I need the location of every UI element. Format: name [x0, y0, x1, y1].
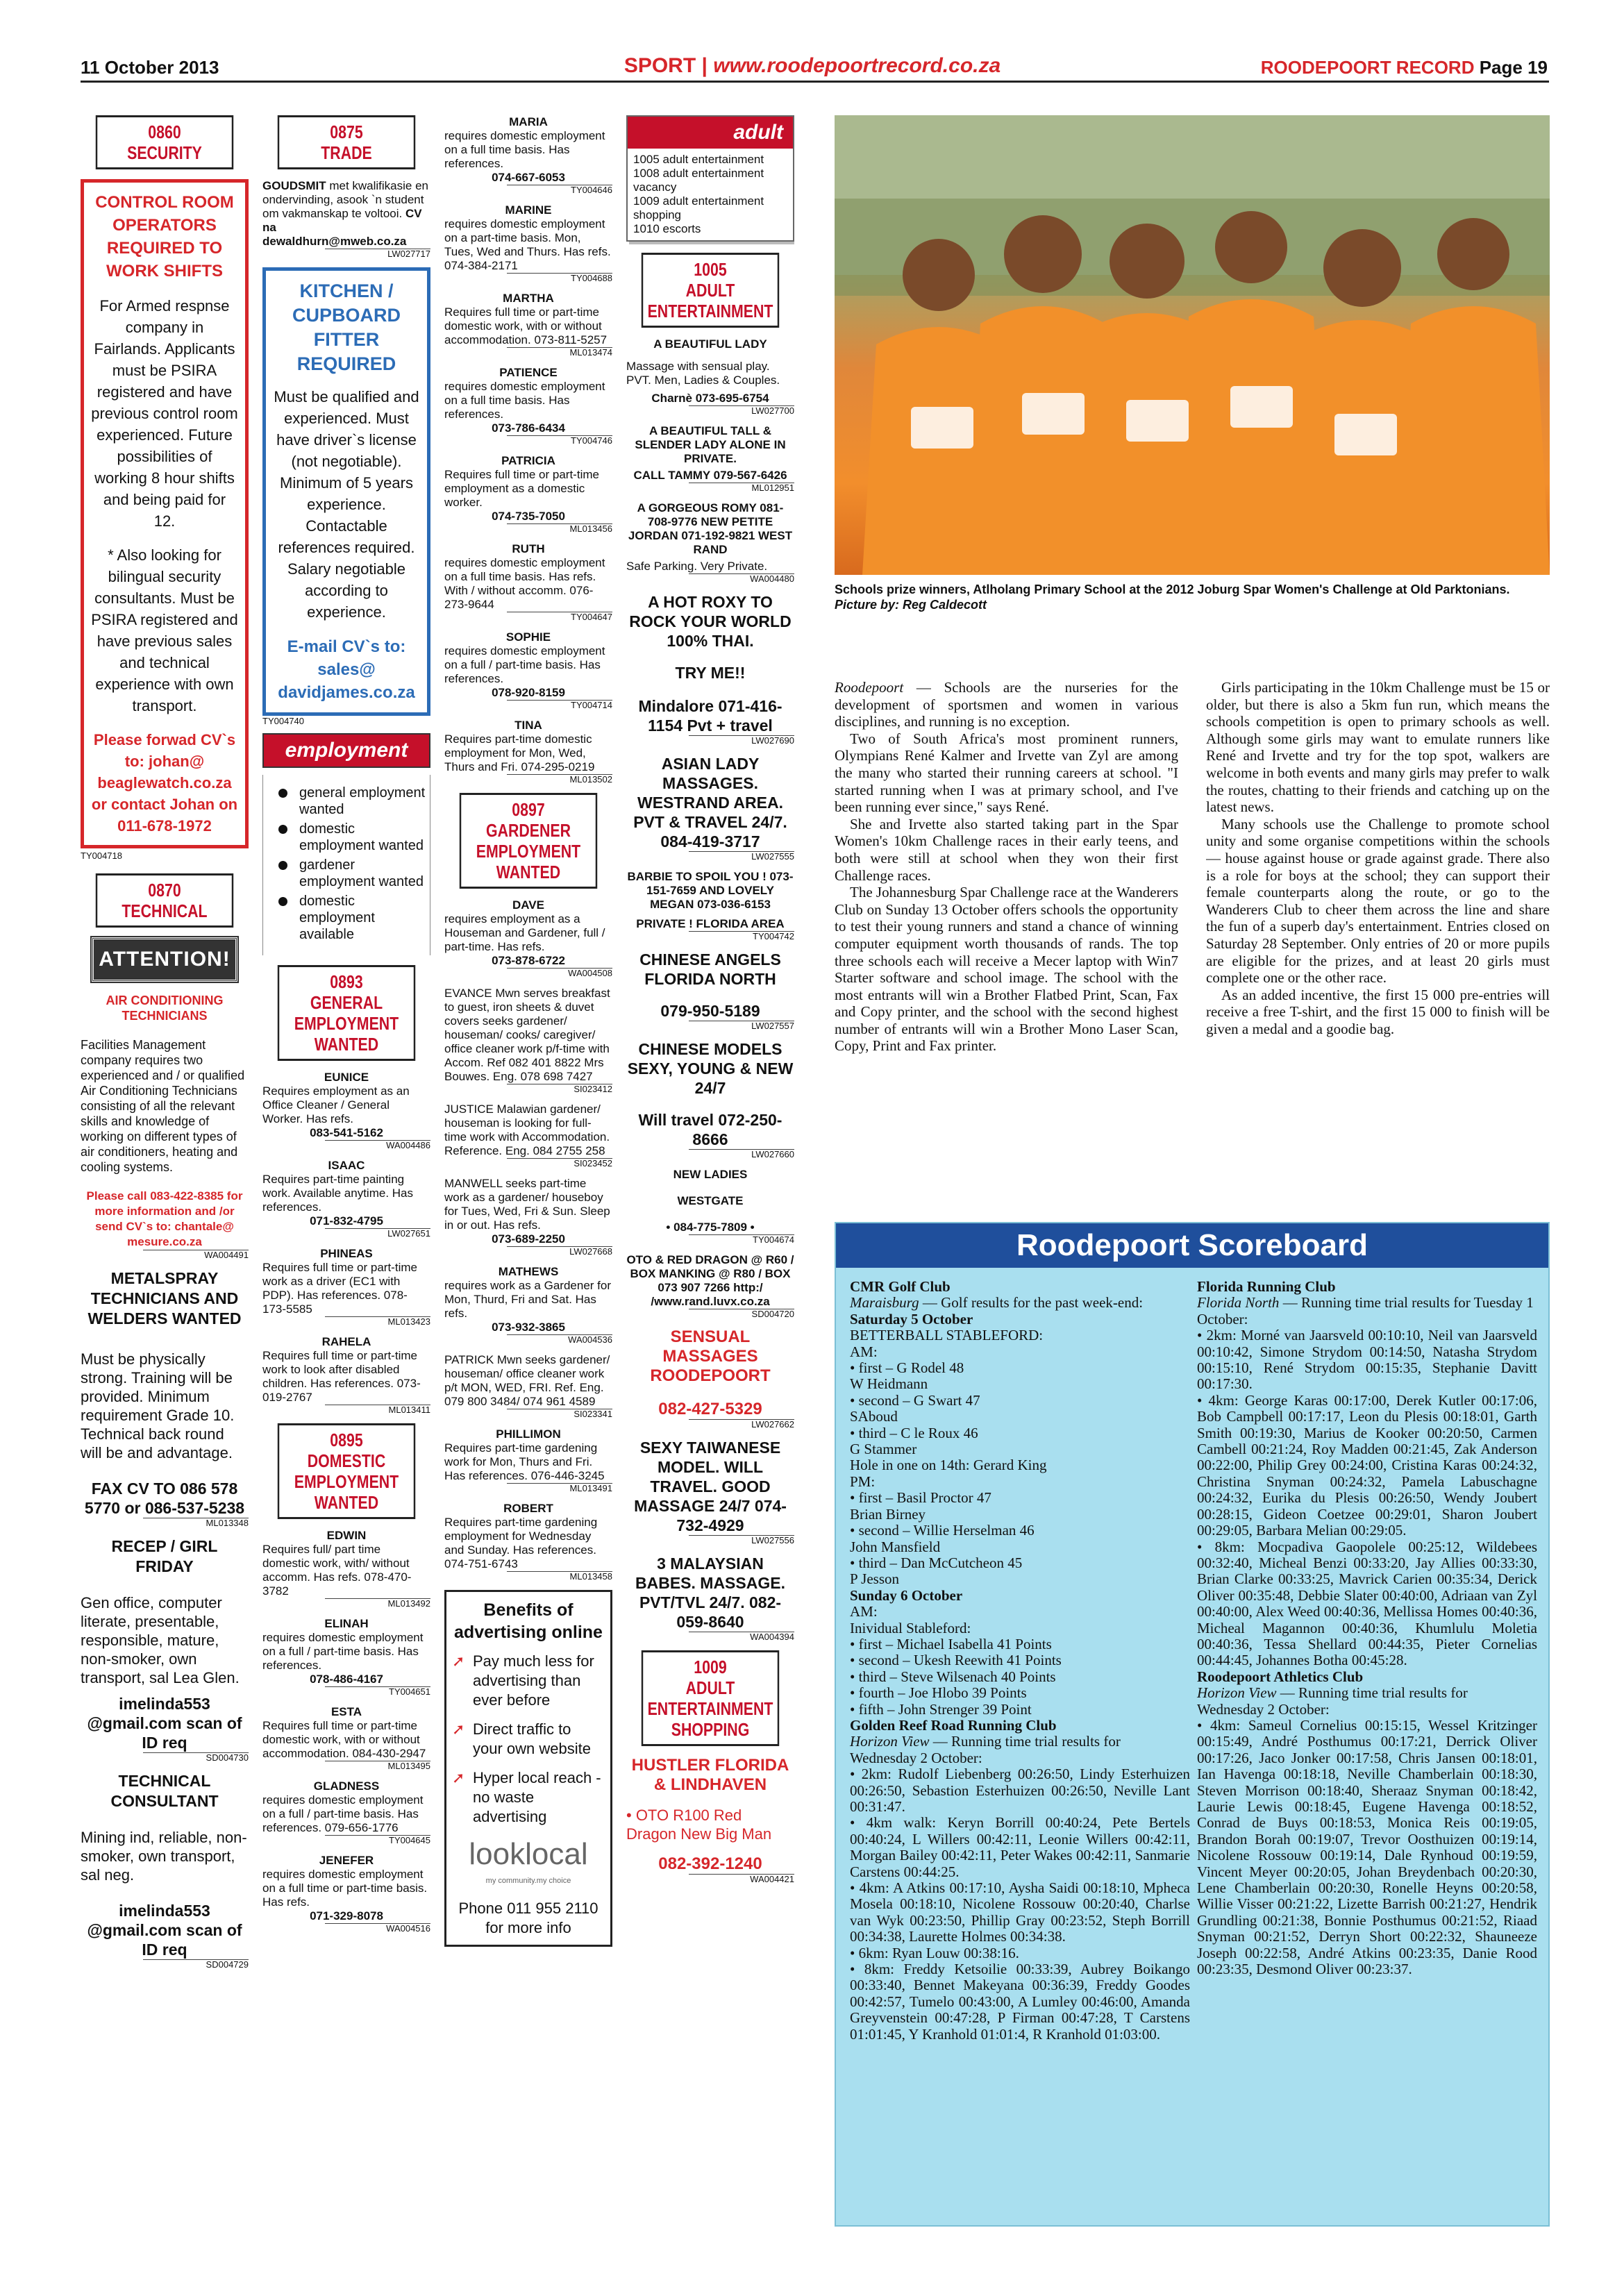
- adult-banner: adult: [628, 117, 793, 149]
- adult-ad-2: CALL TAMMY 079-567-6426 ML012951: [633, 469, 794, 493]
- goudsmit-email[interactable]: dewaldhurn@mweb.co.za: [262, 235, 407, 248]
- ad-ref: LW027557: [689, 1021, 794, 1031]
- ad-body: MANWELL seeks part-time work as a gardener/ houseboy for Tues, Wed, Fri & Sun. Sleep in or out. Has refs.: [444, 1177, 610, 1232]
- ad-body: Requires full time or part-time employment as a domestic worker.: [444, 468, 599, 509]
- metalspray-contact: FAX CV TO 086 578 5770 or 086-537-5238: [84, 1480, 245, 1517]
- list-item: 1008 adult entertainment vacancy: [633, 167, 764, 194]
- header-rule: [81, 81, 1549, 83]
- ad-phone: • 084-775-7809 •: [666, 1221, 755, 1234]
- category-box-gardener: 0897 GARDENER EMPLOYMENT WANTED: [460, 793, 597, 889]
- article-paragraph: She and Irvette also started taking part in the Spar Women's 10km Challenge races in their early teens, and both were still at school when they won their first Challenge races.: [835, 815, 1178, 884]
- ad-body: Requires employment as an Office Cleaner / General Worker. Has refs.: [262, 1084, 410, 1125]
- article-column-2: [1206, 679, 1550, 1207]
- benefit-item: ➚ Hyper local reach - no waste advertising: [452, 1769, 601, 1825]
- ad-title: HUSTLER FLORIDA & LINDHAVEN: [631, 1756, 789, 1794]
- result-line: • third – C le Roux 46: [850, 1424, 978, 1441]
- ad-ref: SD004720: [689, 1309, 794, 1319]
- ad-ref: WA004394: [689, 1632, 794, 1642]
- ad-ref: ML013456: [507, 523, 612, 534]
- classified-ad: [262, 1071, 430, 1150]
- ad-name: PATRICIA: [501, 454, 555, 467]
- photo-caption: Schools prize winners, Atlholang Primary School at the 2012 Joburg Spar Women's Challenge at Old Parktonians. Picture by: Reg Caldecott: [835, 583, 1510, 612]
- ad-name: EUNICE: [324, 1071, 369, 1084]
- ad-location: WESTGATE: [677, 1194, 744, 1207]
- category-box-technical: 0870 TECHNICAL: [96, 873, 233, 928]
- logo-tagline: my community.my choice: [485, 1877, 571, 1885]
- ad-tagline: TRY ME!!: [675, 664, 746, 682]
- classified-ad: [262, 1335, 430, 1415]
- ad-phone: 073-786-6434: [492, 421, 565, 435]
- ad-ref: LW027668: [507, 1246, 612, 1257]
- arrow-icon: ➚: [452, 1652, 465, 1670]
- classified-ad: [444, 1265, 612, 1345]
- scoreboard-column-left: [850, 1279, 1190, 2043]
- classified-ad: [444, 987, 612, 1094]
- result-line: • 8km: Mocpadiva Gaopolele 00:25:12, Wildebees 00:32:40, Micheal Benzi 00:33:20, Jay Allies 00:33:30, Brian Clarke 00:33:25, Mavrick Carien 00:35:34, Derick Oliver 00:35:48, Debbie Slater 00:40:00, Adriaan van Zyl 00:40:00, Alex Weed 00:40:36, Mellissa Homes 00:40:36, Micheal Magannon 00:40:36, Khumlulu Moletia 00:40:36, Tessa Shellard 00:44:35, Pieter Cornelias 00:44:45, Johannes Botha 00:45:28.: [1197, 1538, 1537, 1669]
- result-line: PM:: [850, 1473, 876, 1490]
- result-line: P Jesson: [850, 1570, 899, 1588]
- results-intro: Horizon View — Running time trial results for Wednesday 2 October:: [850, 1733, 1121, 1766]
- article-column-1: [835, 679, 1178, 1207]
- article-paragraph: Girls participating in the 10km Challenge must be 15 or older, but there is also a 5km fun run, which means the schools competition is open to primary schools as well. Although some girls may want to emulate runners like René and Irvette and try for the top spot, walkers are welcome in both events and many girls may prefer to walk the routes, chatting to their friends and catching up on the latest news.: [1206, 679, 1550, 816]
- result-line: • fifth – John Strenger 39 Point: [850, 1700, 1032, 1718]
- classified-ad: [444, 454, 612, 534]
- ad-body: requires domestic employment on a part-time basis. Mon, Tues, Wed and Thurs. Has refs. 074-384-2171: [444, 217, 611, 272]
- scoreboard-title: Roodepoort Scoreboard: [836, 1223, 1548, 1268]
- adult-ad-3: Safe Parking. Very Private. WA004480: [626, 560, 794, 584]
- ad-body: requires domestic employment on a full time or part-time basis. Has refs.: [262, 1868, 428, 1909]
- ad-body: Requires full time or part-time domestic work, with or without accommodation. 084-430-2947: [262, 1719, 426, 1760]
- club-heading: Roodepoort Athletics Club: [1197, 1668, 1364, 1685]
- ad-title: NEW LADIES: [673, 1168, 748, 1181]
- ad-ref: LW027660: [689, 1149, 794, 1159]
- classified-ad: [262, 1705, 430, 1771]
- result-line: • 8km: Freddy Ketsoilie 00:33:39, Aubrey Boikango 00:33:40, Bennet Makeyana 00:36:39, Freddy Goodes 00:42:57, Tumelo 00:43:00, A Lumley 00:46:00, Amanda Greyvenstein 00:47:28, P Firman 00:47:28, T Carstens 01:01:45, Y Kranhold 01:01:4, R Kranhold 01:03:00.: [850, 1961, 1190, 2043]
- classified-ad: [444, 1502, 612, 1582]
- ad-ref: TY004674: [689, 1234, 794, 1245]
- ad-phone: 082-392-1240: [658, 1854, 762, 1873]
- scoreboard-column-right: [1197, 1279, 1537, 1977]
- consultant-contact: imelinda553 @gmail.com scan of ID req: [87, 1902, 242, 1959]
- ad-ref: ML013423: [325, 1316, 430, 1327]
- ad-title: Benefits of advertising online: [454, 1600, 603, 1642]
- ad-ref: ML013474: [507, 347, 612, 358]
- ad-name: EDWIN: [326, 1529, 367, 1542]
- ad-body: requires domestic employment on a full time basis. Has refs. With / without accomm. 076-273-9644: [444, 556, 605, 611]
- ad-name: PHINEAS: [320, 1247, 373, 1260]
- ad-name: JENEFER: [319, 1854, 374, 1867]
- result-line: • 4km: A Atkins 00:17:10, Aysha Saidi 00:18:10, Mpheca Mosela 00:18:10, Nicolene Rossouw 00:20:40, Charlse van Wyk 00:23:50, Phillip Gray 00:23:52, Steph Borrill 00:34:38, Laurette Holmes 00:34:38.: [850, 1879, 1190, 1945]
- ad-ref: TY004647: [507, 612, 612, 622]
- section-header: [569, 54, 1055, 78]
- ad-phone: Will travel 072-250-8666: [638, 1111, 782, 1148]
- ad-name: MATHEWS: [498, 1265, 559, 1278]
- looklocal-logo: looklocal: [469, 1837, 588, 1871]
- ad-ref: SI023452: [507, 1158, 612, 1168]
- ad-ref: ML013502: [507, 774, 612, 785]
- arrow-icon: ➚: [452, 1769, 465, 1786]
- classified-ad: [444, 630, 612, 710]
- ad-title: CHINESE ANGELS FLORIDA NORTH: [639, 950, 781, 988]
- ad-ref: TY004714: [507, 700, 612, 710]
- classified-ad: [444, 898, 612, 978]
- result-line: • first – Michael Isabella 41 Points: [850, 1635, 1052, 1652]
- ad-area: PRIVATE ! FLORIDA AREA: [636, 917, 785, 930]
- ac-title: AIR CONDITIONING TECHNICIANS: [106, 994, 224, 1023]
- classified-ad: [262, 1617, 430, 1697]
- ad-body: requires domestic employment on a full / part-time basis. Has references. 079-656-1776: [262, 1793, 424, 1834]
- ad-phone: 082-427-5329: [658, 1400, 762, 1418]
- classified-ad: [262, 1854, 430, 1934]
- results-intro: Florida North — Running time trial results for Tuesday 1 October:: [1197, 1294, 1534, 1327]
- ad-body: EVANCE Mwn serves breakfast to guest, iron sheets & duvet covers seeks gardener/ houseman/ cooks/ caregiver/ office cleaner work p/f-time with Accom. Ref 082 401 8822 Mrs Bouwes. Eng. 078 698 7427: [444, 987, 610, 1083]
- ad-body: requires domestic employment on a full / part-time basis. Has references.: [444, 644, 605, 685]
- consultant-title: TECHNICAL CONSULTANT: [110, 1772, 219, 1810]
- classified-ad: [444, 1103, 612, 1168]
- ad-name: TINA: [514, 719, 542, 732]
- ad-name: SOPHIE: [505, 630, 551, 644]
- looklocal-ad: [444, 1590, 612, 1947]
- attention-badge: ATTENTION!: [92, 937, 237, 982]
- ad-ref: TY004718: [81, 850, 122, 861]
- results-intro: Horizon View — Running time trial results for Wednesday 2 October:: [1197, 1684, 1468, 1718]
- ad-body: • OTO R100 Red Dragon New Big Man: [626, 1807, 772, 1843]
- ad-name: ESTA: [330, 1705, 362, 1718]
- result-line: • first – G Rodel 48: [850, 1359, 964, 1377]
- ad-title: A BEAUTIFUL TALL & SLENDER LADY ALONE IN PRIVATE.: [635, 424, 786, 465]
- ad-phone: Phone 011 955 2110 for more info: [458, 1900, 598, 1936]
- ad-body: Must be qualified and experienced. Must have driver`s license (not negotiable). Minimum of 5 years experience. Contactable references required. Salary negotiable according to experience.: [274, 388, 419, 621]
- classified-ad: [444, 719, 612, 785]
- category-box-domestic: 0895 DOMESTIC EMPLOYMENT WANTED: [278, 1423, 415, 1519]
- kitchen-fitter-ad: [262, 267, 430, 716]
- goudsmit-ad: GOUDSMIT met kwalifikasie en ondervinding, asook `n student om vakmanskap te voltooi. CV na dewaldhurn@mweb.co.za LW027717: [262, 179, 430, 259]
- ad-title: ASIAN LADY MASSAGES. WESTRAND AREA. PVT & TRAVEL 24/7. 084-419-3717: [633, 755, 787, 850]
- result-line: Brian Birney: [850, 1505, 926, 1523]
- result-line: W Heidmann: [850, 1375, 928, 1393]
- ad-body: Requires part-time gardening employment for Wednesday and Sunday. Has references. 074-751-6743: [444, 1516, 598, 1570]
- classified-ad: [444, 203, 612, 283]
- ad-name: DAVE: [512, 898, 544, 912]
- ad-ref: WA004508: [507, 968, 612, 978]
- ad-phone: 071-832-4795: [310, 1214, 383, 1227]
- result-line: • first – Basil Proctor 47: [850, 1489, 991, 1507]
- result-line: • third – Steve Wilsenach 40 Points: [850, 1668, 1056, 1685]
- ad-phone: 079-950-5189: [660, 1002, 760, 1020]
- ac-body: Facilities Management company requires two experienced and / or qualified Air Conditioning Technicians consisting of all the relevant skills and knowledge of working on different types of air conditioners, heating and cooling systems.: [81, 1038, 245, 1174]
- control-room-ad: [81, 179, 249, 848]
- ad-ref: WA004491: [143, 1250, 249, 1260]
- ad-body: Requires full time or part-time work as a driver (EC1 with PDP). Has references. 078-173-5585: [262, 1261, 417, 1316]
- ad-body-2: * Also looking for bilingual security consultants. Must be PSIRA registered and have previous sales and technical experience with own transport.: [91, 546, 238, 714]
- ad-name: MARIA: [509, 115, 548, 128]
- ad-body: Requires full/ part time domestic work, with/ without accomm. Has refs. 078-470-3782: [262, 1543, 412, 1598]
- ad-ref: ML013492: [325, 1598, 430, 1609]
- ad-ref: TY004651: [325, 1686, 430, 1697]
- ad-title: CONTROL ROOM OPERATORS REQUIRED TO WORK SHIFTS: [95, 193, 234, 280]
- employment-list: [262, 775, 430, 955]
- ad-phone: 074-667-6053: [492, 171, 565, 184]
- adult-index-box: [626, 115, 794, 242]
- list-item: general employment wanted: [276, 785, 426, 818]
- page-label: [1261, 57, 1548, 78]
- site-url[interactable]: www.roodepoortrecord.co.za: [713, 54, 1001, 77]
- result-line: • 4km: Sameul Cornelius 00:15:15, Wessel Kritzinger 00:15:49, André Posthumus 00:17:21, Derrick Oliver 00:17:26, Jaco Jonker 00:17:58, Chris Jansen 00:18:01, Ian Havenga 00:18:18, Neville Chamberlain 00:18:30, Steven Morrison 00:18:40, Sheraaz Snyman 00:18:42, Laurie Lewis 00:18:45, Eugene Havenga 00:18:52, Conrad de Buys 00:18:53, Monica Reis 00:19:05, Brandon Borah 00:19:07, Trevor Oosthuizen 00:19:14, Nicolene Rossouw 00:19:14, Dale Rynhoud 00:19:59, Vincent Meyer 00:20:05, Johan Breydenbach 00:20:30, Lene Chamberlain 00:20:30, Ronelle Heyns 00:20:58, Willie Visser 00:21:22, Lizette Barrish 00:21:27, Hendrik Grundling 00:21:38, Bonnie Posthumus 00:21:52, Riaad Snyman 00:21:52, Derryn Short 00:22:32, Shauneeze Joseph 00:22:58, André Atkins 00:23:35, Danie Rood 00:23:35, Desmond Oliver 00:23:37.: [1197, 1716, 1537, 1978]
- ad-title: SENSUAL MASSAGES ROODEPOORT: [650, 1327, 771, 1385]
- classifieds-column-4: [626, 115, 794, 1893]
- classified-ad: [262, 1779, 430, 1845]
- ad-ref: WA004486: [325, 1140, 430, 1150]
- result-line: Hole in one on 14th: Gerard King: [850, 1457, 1047, 1474]
- photo-credit: Picture by: Reg Caldecott: [835, 598, 987, 612]
- ad-ref: LW027662: [689, 1419, 794, 1430]
- classifieds-column-1: [81, 115, 249, 1978]
- ad-ref: ML013411: [325, 1405, 430, 1415]
- club-heading: CMR Golf Club: [850, 1278, 951, 1295]
- ad-ref: TY004746: [507, 435, 612, 446]
- benefit-item: ➚ Pay much less for advertising than ever before: [452, 1652, 594, 1709]
- result-line: • 4km walk: Keryn Borrill 00:40:24, Pete Bertels 00:40:24, L Willers 00:42:11, Leonie Willers 00:42:11, Morgan Bailey 00:42:11, Peter Wakes 00:42:11, Sanmarie Carstens 00:44:25.: [850, 1814, 1190, 1880]
- ad-phone: 078-920-8159: [492, 686, 565, 699]
- ad-ref: WA004516: [325, 1923, 430, 1934]
- ad-name: ELINAH: [324, 1617, 369, 1630]
- paper-name: ROODEPOORT RECORD: [1260, 57, 1475, 78]
- classifieds-column-3: [444, 115, 612, 1947]
- article-paragraph: Two of South Africa's most prominent runners, Olympians René Kalmer and Irvette van Zyl are among the many who started their running careers at school. "I started running when I was at primary school, and I've been running ever since," says René.: [835, 730, 1178, 816]
- ad-title: A BEAUTIFUL LADY: [653, 337, 767, 351]
- ad-contact: Please forwad CV`s to: johan@ beaglewatch.co.za or contact Johan on 011-678-1972: [91, 731, 238, 835]
- recep-title: RECEP / GIRL FRIDAY: [111, 1537, 218, 1575]
- ad-phone: 074-735-7050: [492, 510, 565, 523]
- list-item: 1010 escorts: [633, 222, 701, 235]
- ad-body: Requires full time or part-time work to look after disabled children. Has references. 073-019-2767: [262, 1349, 421, 1404]
- ad-ref: SI023341: [507, 1409, 612, 1419]
- ad-body: requires work as a Gardener for Mon, Thurd, Fri and Sat. Has refs.: [444, 1279, 611, 1320]
- ad-phone: 073-689-2250: [492, 1232, 565, 1246]
- ad-body: requires domestic employment on a full time basis. Has references.: [444, 380, 605, 421]
- ad-ref: LW027651: [325, 1228, 430, 1239]
- article-paragraph: Many schools use the Challenge to promote school unity and some organise competitions within the schools — house against house or grade against grade. There also is a role for boys at the school; they can support their female counterparts along the route, or go to the Wanderers Club to cheer them across the line and share the fun of a superb day's entertainment. Entries closed on Saturday 28 September. Only entries of 20 or more pupils are eligible for the prizes, and at least 20 girls must complete one or the other race.: [1206, 815, 1550, 987]
- ad-body: Requires part-time painting work. Available anytime. Has references.: [262, 1173, 414, 1214]
- ad-body: Requires part-time gardening work for Mon, Thurs and Fri. Has references. 076-446-3245: [444, 1441, 605, 1482]
- ad-ref: SD004730: [143, 1752, 249, 1763]
- results-intro: Maraisburg — Golf results for the past week-end:: [850, 1294, 1144, 1312]
- ad-ref: LW027555: [689, 851, 794, 862]
- club-heading: Golden Reef Road Running Club: [850, 1716, 1057, 1734]
- result-line: BETTERBALL STABLEFORD:: [850, 1327, 1044, 1344]
- issue-date: 11 October 2013: [81, 57, 219, 78]
- ad-body: JUSTICE Malawian gardener/ houseman is looking for full-time work with Accommodation. Reference. Eng. 084 2755 258: [444, 1103, 610, 1157]
- ad-ref: TY004645: [325, 1835, 430, 1845]
- category-box-shopping: 1009 ADULT ENTERTAINMENT SHOPPING: [642, 1650, 779, 1746]
- ad-title: KITCHEN / CUPBOARD FITTER REQUIRED: [292, 280, 401, 374]
- ad-name: ISAAC: [328, 1159, 365, 1172]
- ad-phone: 083-541-5162: [310, 1126, 383, 1139]
- ad-name: GLADNESS: [313, 1779, 380, 1793]
- ad-body: For Armed respnse company in Fairlands. Applicants must be PSIRA registered and have previous control room experienced. Future possibilities of working 8 hour shifts and being paid for 12.: [91, 297, 238, 530]
- classified-ad: [444, 1177, 612, 1257]
- result-line: SAboud: [850, 1408, 898, 1425]
- classified-ad: [262, 1159, 430, 1239]
- article-paragraph: As an added incentive, the first 15 000 pre-entries will receive a free T-shirt, and the first 15 000 to finish will be given a medal and a goodie bag.: [1206, 986, 1550, 1037]
- ad-ref: ML013348: [143, 1518, 249, 1528]
- ad-phone: 073-878-6722: [492, 954, 565, 967]
- result-line: • 2km: Morné van Jaarsveld 00:10:10, Neil van Jaarsveld 00:10:42, Simone Strydom 00:14:50, Natasha Strydom 00:15:10, René Strydom 00:15:35, Stephanie Davitt 00:17:30.: [1197, 1327, 1537, 1393]
- result-line: Inividual Stableford:: [850, 1619, 971, 1636]
- ad-email[interactable]: E-mail CV`s to: sales@ davidjames.co.za: [278, 637, 415, 702]
- classified-ad: [444, 292, 612, 358]
- list-item: 1005 adult entertainment: [633, 153, 764, 166]
- ad-title: BARBIE TO SPOIL YOU ! 073-151-7659 AND LOVELY MEGAN 073-036-6153: [627, 870, 794, 911]
- result-line: • 6km: Ryan Louw 00:38:16.: [850, 1944, 1019, 1961]
- classified-ad: [444, 366, 612, 446]
- ad-body: Requires full time or part-time domestic work, with or without accommodation. 073-811-5257: [444, 305, 608, 346]
- ad-ref: TY004740: [262, 716, 304, 726]
- list-item: domestic employment wanted: [276, 821, 426, 854]
- category-box-adult: 1005 ADULT ENTERTAINMENT: [642, 253, 779, 328]
- ad-title: A GORGEOUS ROMY 081-708-9776 NEW PETITE JORDAN 071-192-9821 WEST RAND: [628, 501, 793, 556]
- ad-ref: TY004646: [507, 185, 612, 195]
- ac-contact: Please call 083-422-8385 for more information and /or send CV`s to: chantale@ mesure.co.za: [86, 1189, 243, 1248]
- ad-body: requires domestic employment on a full time basis. Has references.: [444, 129, 605, 170]
- ad-name: MARTHA: [503, 292, 554, 305]
- date-heading: Sunday 6 October: [850, 1586, 963, 1604]
- result-line: John Mansfield: [850, 1538, 941, 1555]
- ad-body: requires employment as a Houseman and Gardener, full / part-time. Has refs.: [444, 912, 605, 953]
- category-box-security: 0860 SECURITY: [96, 115, 233, 169]
- ad-location: Mindalore 071-416-1154 Pvt + travel: [638, 697, 782, 735]
- ad-title: A HOT ROXY TO ROCK YOUR WORLD 100% THAI.: [629, 593, 792, 650]
- classified-ad: [444, 542, 612, 622]
- result-line: • third – Dan McCutcheon 45: [850, 1554, 1023, 1571]
- ad-ref: WA004536: [507, 1334, 612, 1345]
- ad-name: RAHELA: [321, 1335, 371, 1348]
- metalspray-title: METALSPRAY TECHNICIANS AND WELDERS WANTED: [87, 1269, 242, 1327]
- classified-ad: [262, 1247, 430, 1327]
- date-heading: Saturday 5 October: [850, 1310, 973, 1327]
- ad-ref: SD004729: [143, 1959, 249, 1970]
- photo-illustration: [835, 115, 1550, 575]
- club-heading: Florida Running Club: [1197, 1278, 1336, 1295]
- ad-name: RUTH: [512, 542, 545, 555]
- article-paragraph: Roodepoort — Schools are the nurseries for the development of sportsmen and women in various disciplines, and running is no exception.: [835, 679, 1178, 730]
- result-line: • second – Willie Herselman 46: [850, 1522, 1035, 1539]
- ad-name: ROBERT: [503, 1502, 553, 1515]
- ad-body: PATRICK Mwn seeks gardener/ houseman/ office cleaner work p/t MON, WED, FRI. Ref. Eng. 079 800 3484/ 074 961 4589: [444, 1353, 610, 1408]
- result-line: • fourth – Joe Hlobo 39 Points: [850, 1684, 1027, 1702]
- classified-ad: [444, 1353, 612, 1419]
- ad-title: SEXY TAIWANESE MODEL. WILL TRAVEL. GOOD MASSAGE 24/7 074-732-4929: [634, 1439, 787, 1534]
- page-number: Page 19: [1479, 57, 1548, 78]
- ad-ref: ML013458: [507, 1571, 612, 1582]
- ad-phone: 071-329-8078: [310, 1909, 383, 1922]
- result-line: AM:: [850, 1603, 878, 1620]
- classified-ad: [444, 115, 612, 195]
- ad-ref: ML013495: [325, 1761, 430, 1771]
- ad-ref: SI023412: [507, 1084, 612, 1094]
- result-line: G Stammer: [850, 1441, 917, 1458]
- result-line: • 4km: George Karas 00:17:00, Derek Kutler 00:17:06, Bob Campbell 00:17:17, Leon du Plesis 00:18:01, Garth Smith 00:19:30, Marius de Kooker 00:20:50, Carmen Cambell 00:21:24, Roy Madden 00:21:45, Zak Anderson 00:22:00, Philip Grey 00:24:00, Cristina Karas 00:24:32, Christina Snyman 00:24:32, Pamela Labuschagne 00:24:32, Eurika du Plesis 00:26:50, Wendy Joubert 00:28:15, Gideon Coetzee 00:29:01, Sharon Joubert 00:29:05, Barbara Melian 00:29:05.: [1197, 1391, 1537, 1539]
- classified-ad: [262, 1529, 430, 1609]
- ad-phone: 078-486-4167: [310, 1673, 383, 1686]
- adult-ad-1: Charnè 073-695-6754 LW027700: [651, 392, 794, 416]
- news-photo: [835, 115, 1550, 575]
- arrow-icon: ➚: [452, 1720, 465, 1738]
- ad-body: requires domestic employment on a full / part-time basis. Has references.: [262, 1631, 424, 1672]
- category-box-trade: 0875 TRADE: [278, 115, 415, 169]
- ad-ref: LW027556: [689, 1535, 794, 1545]
- ad-name: MARINE: [505, 203, 552, 217]
- result-line: • 2km: Rudolf Liebenberg 00:26:50, Lindy Esterhuizen 00:26:50, Sebastion Esterhuizen 00:26:50, Neville Lant 00:31:47.: [850, 1766, 1190, 1815]
- list-item: domestic employment available: [276, 893, 426, 943]
- ad-name: PATIENCE: [499, 366, 558, 379]
- section-label: SPORT |: [623, 54, 714, 77]
- benefit-item: ➚ Direct traffic to your own website: [452, 1720, 591, 1757]
- ad-ref: WA004421: [689, 1874, 794, 1884]
- scoreboard-box: [835, 1222, 1550, 2227]
- employment-banner: employment: [262, 733, 430, 768]
- list-item: gardener employment wanted: [276, 857, 426, 890]
- ad-ref: LW027690: [689, 735, 794, 746]
- article-paragraph: The Johannesburg Spar Challenge race at the Wanderers Club on Sunday 13 October offers schools the opportunity to test their young runners and stand a chance of winning computer equipment worth thousands of rands. The top three schools each will receive a Mecer laptop with Win7 Starter software and school image. The school with the most entrants will win a Brother Flatbed Print, Scan, Fax and Copy printer, and the school with the second highest number of entrants will win a Brother Mono Laser Scan, Copy, Print and Fax printer.: [835, 884, 1178, 1055]
- list-item: 1009 adult entertainment shopping: [633, 194, 764, 221]
- metalspray-body: Must be physically strong. Training will be provided. Minimum requirement Grade 10. Technical back round will be and advantage.: [81, 1350, 235, 1461]
- ad-body: Massage with sensual play. PVT. Men, Ladies & Couples.: [626, 360, 780, 387]
- ad-ref: ML013491: [507, 1483, 612, 1493]
- recep-body: Gen office, computer literate, presentable, responsible, mature, non-smoker, own transport, sal Lea Glen.: [81, 1594, 240, 1686]
- result-line: AM:: [850, 1343, 878, 1360]
- classifieds-column-2: [262, 115, 430, 1942]
- ad-phone: 073-932-3865: [492, 1321, 565, 1334]
- classified-ad: [444, 1427, 612, 1493]
- ad-title: 3 MALAYSIAN BABES. MASSAGE. PVT/TVL 24/7. 082-059-8640: [635, 1555, 785, 1631]
- result-line: • second – Ukesh Reewith 41 Points: [850, 1652, 1062, 1669]
- ad-ref: TY004688: [507, 273, 612, 283]
- consultant-body: Mining ind, reliable, non-smoker, own transport, sal neg.: [81, 1829, 247, 1884]
- category-box-general: 0893 GENERAL EMPLOYMENT WANTED: [278, 965, 415, 1061]
- ad-title: CHINESE MODELS SEXY, YOUNG & NEW 24/7: [627, 1040, 794, 1097]
- ad-title: OTO & RED DRAGON @ R60 / BOX MANKING @ R80 / BOX 073 907 7266 http:/ /www.rand.luvx.co.za: [626, 1253, 794, 1308]
- article-dateline: Roodepoort: [835, 679, 904, 696]
- ad-ref: TY004742: [689, 931, 794, 941]
- result-line: • second – G Swart 47: [850, 1391, 980, 1409]
- ad-name: PHILLIMON: [496, 1427, 561, 1441]
- ad-body: Requires part-time domestic employment for Mon, Wed, Thurs and Fri. 074-295-0219: [444, 732, 595, 773]
- recep-contact: imelinda553 @gmail.com scan of ID req: [87, 1695, 242, 1752]
